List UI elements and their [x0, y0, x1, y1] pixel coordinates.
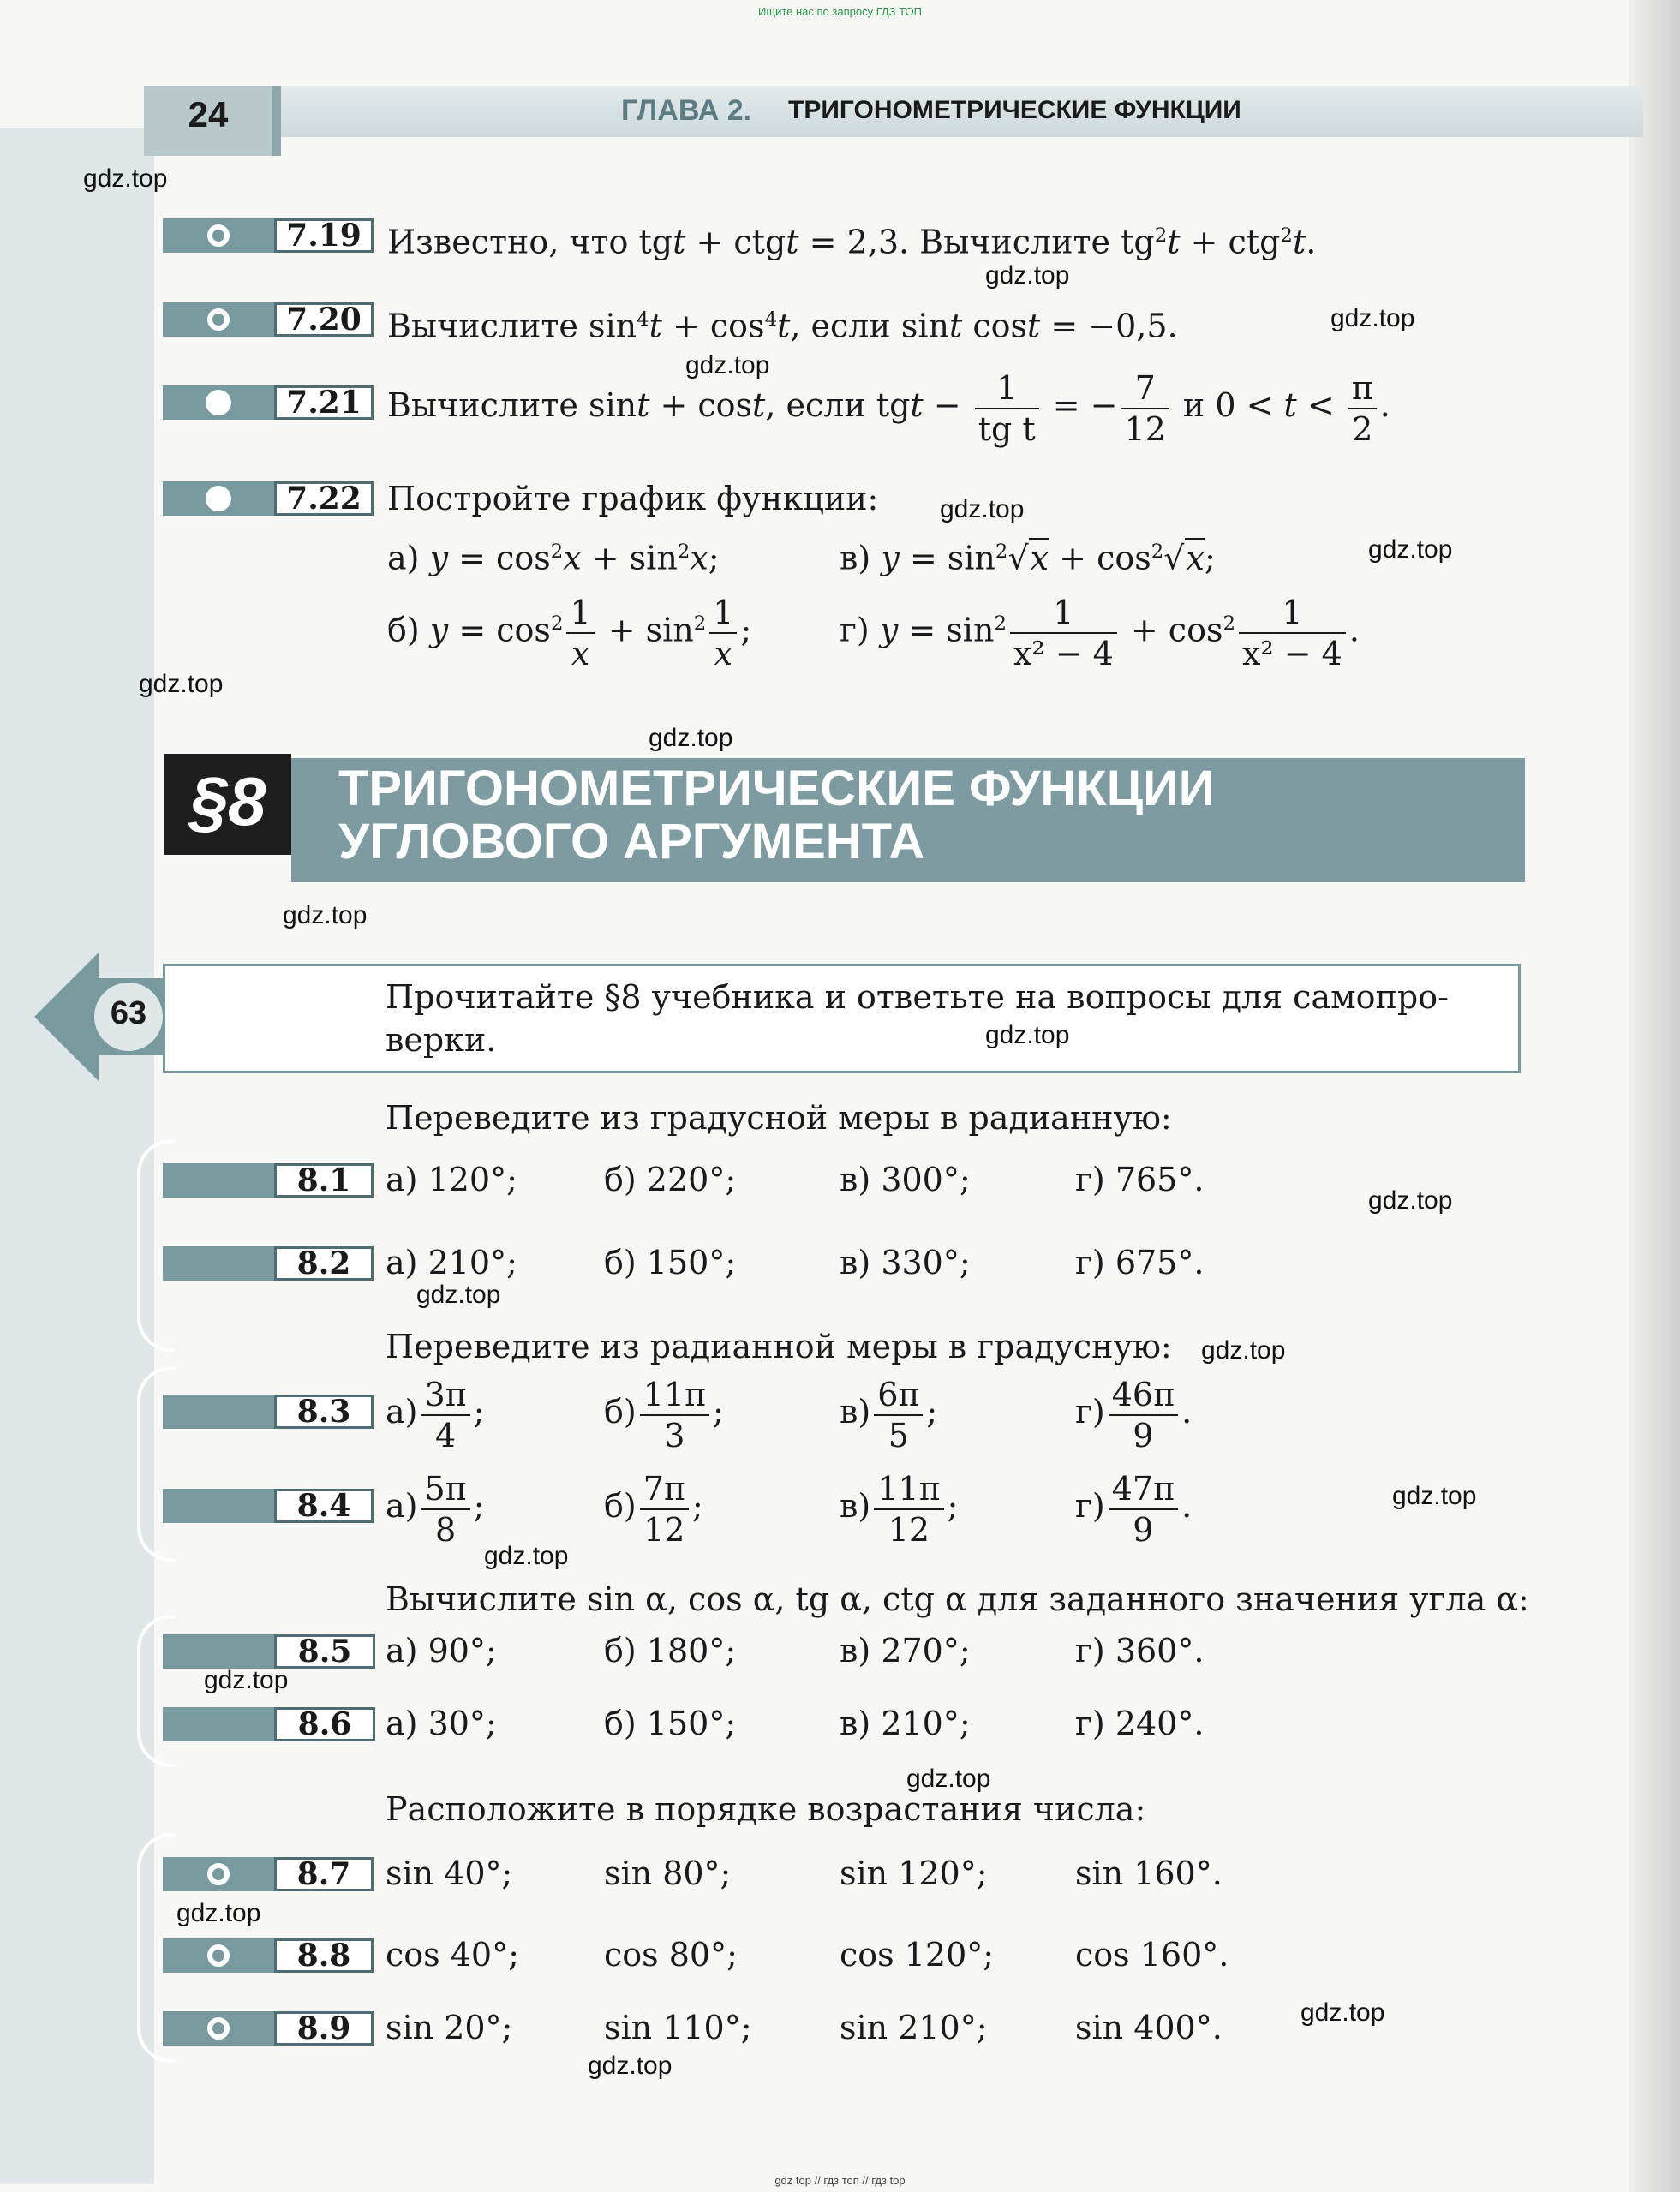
problem-bar	[163, 1395, 274, 1429]
option-b: б) 180°;	[604, 1632, 737, 1669]
option-v: в) $\frac{6\pi}{5}$ ;	[840, 1375, 938, 1454]
option-a: а) 210°;	[386, 1244, 517, 1281]
order-item: cos 120°;	[840, 1936, 995, 1974]
problem-number: 7.19	[274, 218, 374, 253]
order-item: cos 80°;	[604, 1936, 738, 1974]
option-b: б) 220°;	[604, 1161, 737, 1198]
problem-number: 8.6	[274, 1707, 375, 1741]
option-g: г) 360°.	[1075, 1632, 1205, 1669]
option-b: б) $\frac{11\pi}{3}$ ;	[604, 1375, 724, 1454]
option-g: г) 675°.	[1075, 1244, 1205, 1281]
problem-number: 8.9	[274, 2011, 374, 2046]
option-b: б) $y = \cos^2$ $\frac{1}{x}$ + $\sin^2$ $\frac{1}{x}$ ;	[387, 594, 752, 673]
problem-number: 7.21	[274, 385, 374, 420]
order-item: sin 160°.	[1075, 1855, 1223, 1892]
watermark: gdz.top	[588, 2052, 673, 2080]
option-v: в) 270°;	[840, 1632, 971, 1669]
chapter-title: ТРИГОНОМЕТРИЧЕСКИЕ ФУНКЦИИ	[788, 96, 1241, 124]
option-g: г) $y = \sin^2$ $\frac{1}{\text{x² − 4}}$ + $\cos^2$ $\frac{1}{\text{x² − 4}}$ .	[840, 594, 1360, 673]
option-b: б) $\frac{7\pi}{12}$ ;	[604, 1469, 703, 1549]
task-heading: Переведите из градусной меры в радианную:	[386, 1099, 1172, 1137]
option-a: а) $\frac{3\pi}{4}$ ;	[386, 1375, 485, 1454]
order-item: sin 20°;	[386, 2009, 513, 2046]
problem-text: Известно, что tgt + ctgt = 2,3. Вычислите $tg^2t + ctg^2t$.	[387, 223, 1317, 261]
problem-number: 8.3	[274, 1395, 374, 1429]
order-item: cos 40°;	[386, 1936, 519, 1974]
left-margin-strip	[0, 128, 154, 2184]
option-a: а) 30°;	[386, 1705, 497, 1742]
watermark: gdz.top	[906, 1765, 991, 1793]
level-circle-icon	[207, 2017, 230, 2040]
level-circle-icon	[207, 1944, 230, 1967]
option-a: а) $y = \cos^2x + \sin^2x$;	[387, 539, 720, 577]
problem-bar	[163, 1163, 274, 1198]
problem-bar	[163, 1246, 274, 1281]
reference-text: Прочитайте §8 учебника и ответьте на вопросы для самопро-	[386, 978, 1449, 1016]
problem-number: 8.1	[274, 1163, 374, 1198]
order-item: sin 120°;	[840, 1855, 988, 1892]
watermark: gdz.top	[283, 901, 368, 929]
option-b: б) 150°;	[604, 1244, 737, 1281]
problem-number: 7.20	[274, 302, 374, 337]
option-v: в) 210°;	[840, 1705, 971, 1742]
watermark: gdz.top	[1201, 1336, 1286, 1365]
problem-number: 8.2	[274, 1246, 374, 1281]
level-circle-icon	[207, 224, 230, 247]
watermark: gdz.top	[484, 1542, 569, 1570]
option-b: б) 150°;	[604, 1705, 737, 1742]
task-heading: Расположите в порядке возрастания числа:	[386, 1790, 1146, 1828]
problem-text: Постройте график функции:	[387, 480, 879, 517]
problem-number: 7.22	[274, 481, 374, 516]
page-number: 24	[188, 94, 229, 134]
order-item: sin 110°;	[604, 2009, 752, 2046]
watermark: gdz.top	[1368, 535, 1453, 564]
watermark: gdz.top	[1300, 1998, 1385, 2027]
problem-text: Вычислите $\sin^4t + \cos^4t$, если sint cost = −0,5.	[387, 307, 1178, 345]
level-circle-icon	[207, 308, 230, 331]
problem-text: Вычислите sint + cost, если tgt − $\frac{1}{\text{tg t}}$ = − $\frac{7}{12}$ и 0 < t < $\frac{\pi}{2}$ .	[387, 368, 1390, 448]
problem-number: 8.7	[274, 1857, 374, 1891]
top-note: Ищите нас по запросу ГДЗ ТОП	[758, 5, 922, 18]
level-dot-icon	[206, 486, 231, 511]
watermark: gdz.top	[83, 164, 168, 193]
chapter-label: ГЛАВА 2.	[621, 94, 752, 127]
watermark: gdz.top	[985, 261, 1070, 290]
option-v: в) $\frac{11\pi}{12}$ ;	[840, 1469, 959, 1549]
option-v: в) $y = \sin^2√x + \cos^2√x$;	[840, 539, 1216, 577]
section-title: ТРИГОНОМЕТРИЧЕСКИЕ ФУНКЦИИ УГЛОВОГО АРГУМЕНТА	[338, 761, 1215, 869]
order-item: cos 160°.	[1075, 1936, 1229, 1974]
order-item: sin 210°;	[840, 2009, 988, 2046]
order-item: sin 40°;	[386, 1855, 513, 1892]
watermark: gdz.top	[139, 670, 224, 698]
option-a: а) 90°;	[386, 1632, 497, 1669]
problem-number: 8.8	[274, 1938, 374, 1973]
task-heading: Вычислите sin α, cos α, tg α, ctg α для заданного значения угла α:	[386, 1580, 1529, 1618]
watermark: gdz.top	[685, 351, 770, 379]
option-g: г) 765°.	[1075, 1161, 1205, 1198]
watermark: gdz.top	[1392, 1482, 1477, 1510]
watermark: gdz.top	[204, 1666, 289, 1694]
watermark: gdz.top	[985, 1021, 1070, 1049]
task-heading: Переведите из радианной меры в градусную:	[386, 1328, 1172, 1365]
option-g: г) 240°.	[1075, 1705, 1205, 1742]
watermark: gdz.top	[940, 495, 1025, 523]
reference-text-2: верки.	[386, 1021, 497, 1059]
level-dot-icon	[206, 390, 231, 415]
problem-bar	[163, 1707, 274, 1741]
bottom-note: gdz top // гдз топ // гдз top	[774, 2174, 906, 2187]
order-item: sin 80°;	[604, 1855, 732, 1892]
watermark: gdz.top	[176, 1899, 261, 1927]
problem-number: 8.4	[274, 1489, 374, 1523]
page-spine-shadow	[1629, 0, 1680, 2192]
problem-number: 8.5	[274, 1634, 375, 1669]
option-a: а) $\frac{5\pi}{8}$ ;	[386, 1469, 485, 1549]
problem-bar	[163, 1489, 274, 1523]
option-a: а) 120°;	[386, 1161, 517, 1198]
option-v: в) 300°;	[840, 1161, 971, 1198]
watermark: gdz.top	[649, 724, 733, 752]
order-item: sin 400°.	[1075, 2009, 1223, 2046]
problem-bar	[163, 1634, 274, 1669]
watermark: gdz.top	[1368, 1186, 1453, 1215]
option-v: в) 330°;	[840, 1244, 971, 1281]
watermark: gdz.top	[416, 1281, 501, 1309]
option-g: г) $\frac{46\pi}{9}$ .	[1075, 1375, 1193, 1454]
section-symbol: §8	[189, 763, 266, 839]
watermark: gdz.top	[1330, 304, 1415, 332]
reference-number: 63	[110, 995, 147, 1031]
option-g: г) $\frac{47\pi}{9}$ .	[1075, 1469, 1193, 1549]
level-circle-icon	[207, 1863, 230, 1885]
